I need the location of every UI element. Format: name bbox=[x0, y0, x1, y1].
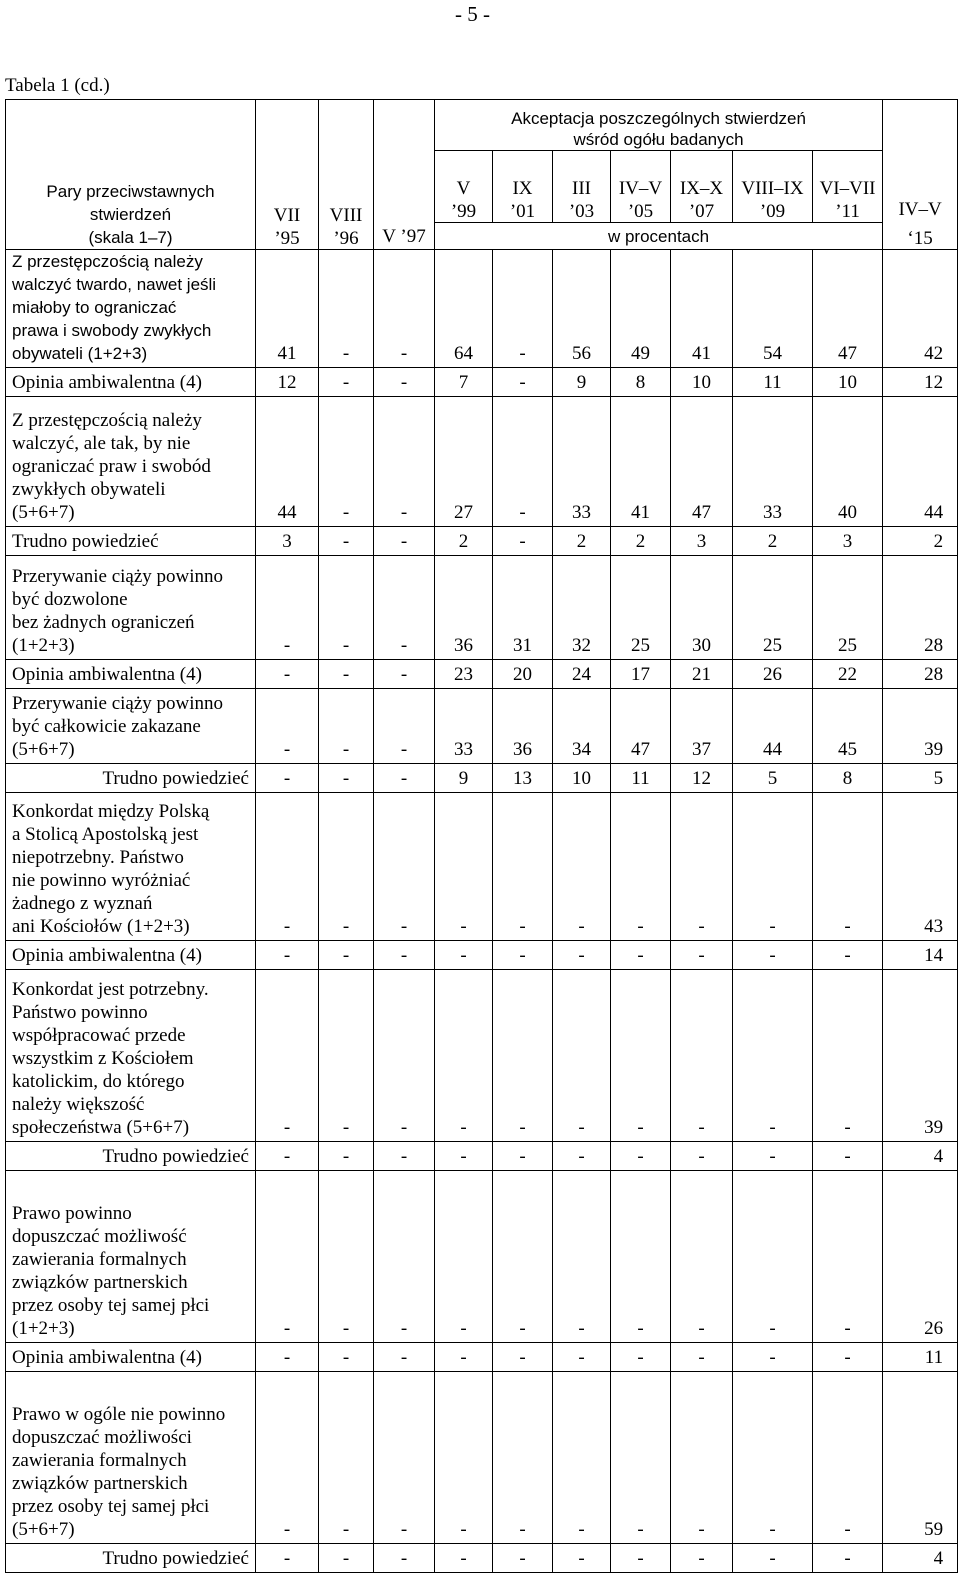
cell-value: - bbox=[374, 660, 435, 689]
cell-value: - bbox=[553, 1544, 611, 1573]
col-header: V ’97 bbox=[374, 100, 435, 250]
cell-value: 12 bbox=[256, 368, 319, 397]
table-row bbox=[6, 1372, 958, 1544]
cell-value: - bbox=[671, 1544, 733, 1573]
cell-value: - bbox=[374, 250, 435, 368]
table-row bbox=[6, 970, 958, 1142]
cell-value: - bbox=[671, 941, 733, 970]
cell-value: - bbox=[733, 1343, 813, 1372]
cell-value: - bbox=[374, 764, 435, 793]
col-header: VII ’95 bbox=[256, 100, 319, 250]
col-header: VIII ’96 bbox=[319, 100, 374, 250]
cell-value: - bbox=[319, 368, 374, 397]
row-label: Przerywanie ciąży powinno być dozwolone bez żadnych ograniczeń (1+2+3) bbox=[6, 556, 256, 660]
cell-value: 47 bbox=[813, 250, 883, 368]
cell-value: - bbox=[611, 1544, 671, 1573]
cell-value: 2 bbox=[435, 527, 493, 556]
cell-value: - bbox=[374, 1544, 435, 1573]
cell-value: 33 bbox=[435, 689, 493, 764]
cell-value: - bbox=[813, 793, 883, 941]
cell-value: - bbox=[813, 1372, 883, 1544]
table-row bbox=[6, 556, 958, 660]
cell-value: - bbox=[374, 1343, 435, 1372]
cell-value: 22 bbox=[813, 660, 883, 689]
row-label: Trudno powiedzieć bbox=[6, 764, 256, 793]
cell-value: - bbox=[319, 941, 374, 970]
cell-value: 17 bbox=[611, 660, 671, 689]
table-row bbox=[6, 1142, 958, 1171]
data-table bbox=[5, 99, 958, 1573]
cell-value: - bbox=[374, 368, 435, 397]
row-label: Prawo powinno dopuszczać możliwość zawierania formalnych związków partnerskich przez osoby tej samej płci (1+2+3) bbox=[6, 1171, 256, 1343]
cell-value: 31 bbox=[493, 556, 553, 660]
table-row bbox=[6, 527, 958, 556]
cell-value: - bbox=[435, 793, 493, 941]
cell-value: - bbox=[671, 793, 733, 941]
cell-value: 40 bbox=[813, 397, 883, 527]
cell-value: - bbox=[813, 1142, 883, 1171]
cell-value: 9 bbox=[435, 764, 493, 793]
row-label: Trudno powiedzieć bbox=[6, 1142, 256, 1171]
cell-value: 30 bbox=[671, 556, 733, 660]
cell-value: 2 bbox=[553, 527, 611, 556]
cell-value: - bbox=[813, 1171, 883, 1343]
cell-value: - bbox=[435, 1142, 493, 1171]
cell-value: - bbox=[493, 1343, 553, 1372]
cell-value: - bbox=[493, 1171, 553, 1343]
cell-value: - bbox=[493, 527, 553, 556]
cell-value: - bbox=[435, 1171, 493, 1343]
cell-value: - bbox=[813, 970, 883, 1142]
cell-value: 33 bbox=[733, 397, 813, 527]
cell-value: - bbox=[671, 1343, 733, 1372]
cell-value: - bbox=[553, 1372, 611, 1544]
cell-value: - bbox=[611, 970, 671, 1142]
cell-value: - bbox=[493, 397, 553, 527]
cell-value: - bbox=[813, 1343, 883, 1372]
cell-value: - bbox=[374, 793, 435, 941]
row-label: Z przestępczością należy walczyć, ale tak, by nie ograniczać praw i swobód zwykłych obywateli (5+6+7) bbox=[6, 397, 256, 527]
cell-value: - bbox=[256, 689, 319, 764]
unit-label: w procentach bbox=[435, 223, 883, 250]
cell-value: - bbox=[319, 397, 374, 527]
cell-value: - bbox=[553, 970, 611, 1142]
cell-value: - bbox=[435, 1343, 493, 1372]
col-header: V ’99 bbox=[435, 151, 493, 223]
cell-value: 2 bbox=[611, 527, 671, 556]
cell-value: 11 bbox=[733, 368, 813, 397]
cell-value: - bbox=[553, 941, 611, 970]
cell-value: - bbox=[256, 1142, 319, 1171]
cell-value: 8 bbox=[611, 368, 671, 397]
acceptance-header: Akceptacja poszczególnych stwierdzeń wśród ogółu badanych bbox=[435, 100, 883, 151]
cell-value: 45 bbox=[813, 689, 883, 764]
cell-value: - bbox=[493, 1372, 553, 1544]
cell-value: - bbox=[374, 1171, 435, 1343]
cell-value: 34 bbox=[553, 689, 611, 764]
cell-value: - bbox=[319, 527, 374, 556]
cell-value: - bbox=[671, 1171, 733, 1343]
cell-value: - bbox=[374, 689, 435, 764]
cell-value: 39 bbox=[883, 689, 958, 764]
cell-value: 24 bbox=[553, 660, 611, 689]
cell-value: 56 bbox=[553, 250, 611, 368]
cell-value: - bbox=[374, 397, 435, 527]
cell-value: - bbox=[319, 970, 374, 1142]
cell-value: - bbox=[374, 556, 435, 660]
cell-value: - bbox=[553, 1343, 611, 1372]
table-row bbox=[6, 250, 958, 368]
cell-value: 28 bbox=[883, 660, 958, 689]
cell-value: - bbox=[733, 1544, 813, 1573]
cell-value: 10 bbox=[813, 368, 883, 397]
col-header: III ’03 bbox=[553, 151, 611, 223]
cell-value: - bbox=[319, 1343, 374, 1372]
cell-value: - bbox=[671, 1372, 733, 1544]
row-label: Z przestępczością należy walczyć twardo, nawet jeśli miałoby to ograniczać prawa i swobody zwykłych obywateli (1+2+3) bbox=[6, 250, 256, 368]
cell-value: 54 bbox=[733, 250, 813, 368]
row-label: Konkordat jest potrzebny. Państwo powinno współpracować przede wszystkim z Kościołem katolickim, do którego należy większość społeczeństwa (5+6+7) bbox=[6, 970, 256, 1142]
col-header: IX–X ’07 bbox=[671, 151, 733, 223]
cell-value: - bbox=[256, 660, 319, 689]
cell-value: 5 bbox=[883, 764, 958, 793]
cell-value: 25 bbox=[813, 556, 883, 660]
cell-value: 32 bbox=[553, 556, 611, 660]
cell-value: 25 bbox=[611, 556, 671, 660]
cell-value: 42 bbox=[883, 250, 958, 368]
cell-value: 44 bbox=[883, 397, 958, 527]
cell-value: - bbox=[733, 941, 813, 970]
cell-value: - bbox=[733, 1171, 813, 1343]
cell-value: - bbox=[256, 941, 319, 970]
cell-value: 44 bbox=[256, 397, 319, 527]
cell-value: - bbox=[493, 250, 553, 368]
cell-value: 12 bbox=[671, 764, 733, 793]
cell-value: - bbox=[671, 970, 733, 1142]
cell-value: 36 bbox=[435, 556, 493, 660]
cell-value: - bbox=[611, 1171, 671, 1343]
cell-value: - bbox=[733, 1142, 813, 1171]
table-row bbox=[6, 1544, 958, 1573]
cell-value: - bbox=[733, 793, 813, 941]
table-row bbox=[6, 941, 958, 970]
table-row bbox=[6, 793, 958, 941]
pairs-header: Pary przeciwstawnych stwierdzeń (skala 1–7) bbox=[6, 100, 256, 250]
row-label: Opinia ambiwalentna (4) bbox=[6, 941, 256, 970]
row-label: Opinia ambiwalentna (4) bbox=[6, 660, 256, 689]
cell-value: - bbox=[435, 1544, 493, 1573]
cell-value: 4 bbox=[883, 1544, 958, 1573]
row-label: Prawo w ogóle nie powinno dopuszczać możliwości zawierania formalnych związków partnerskich przez osoby tej samej płci (5+6+7) bbox=[6, 1372, 256, 1544]
cell-value: - bbox=[374, 941, 435, 970]
cell-value: - bbox=[319, 250, 374, 368]
cell-value: - bbox=[493, 793, 553, 941]
cell-value: - bbox=[374, 527, 435, 556]
cell-value: 47 bbox=[611, 689, 671, 764]
cell-value: 10 bbox=[553, 764, 611, 793]
cell-value: - bbox=[733, 1372, 813, 1544]
cell-value: 14 bbox=[883, 941, 958, 970]
col-header: IV–V ’05 bbox=[611, 151, 671, 223]
col-header: VI–VII ’11 bbox=[813, 151, 883, 223]
cell-value: - bbox=[319, 689, 374, 764]
table-row bbox=[6, 1171, 958, 1343]
row-label: Opinia ambiwalentna (4) bbox=[6, 368, 256, 397]
cell-value: - bbox=[553, 1142, 611, 1171]
cell-value: - bbox=[319, 1171, 374, 1343]
row-label: Konkordat między Polską a Stolicą Apostolską jest niepotrzebny. Państwo nie powinno wyróżniać żadnego z wyznań ani Kościołów (1+2+3) bbox=[6, 793, 256, 941]
cell-value: 2 bbox=[733, 527, 813, 556]
cell-value: - bbox=[611, 1343, 671, 1372]
cell-value: 41 bbox=[611, 397, 671, 527]
cell-value: 3 bbox=[671, 527, 733, 556]
cell-value: 39 bbox=[883, 970, 958, 1142]
cell-value: 3 bbox=[813, 527, 883, 556]
row-label: Trudno powiedzieć bbox=[6, 1544, 256, 1573]
table-row bbox=[6, 397, 958, 527]
cell-value: 25 bbox=[733, 556, 813, 660]
cell-value: - bbox=[374, 970, 435, 1142]
cell-value: 10 bbox=[671, 368, 733, 397]
cell-value: - bbox=[319, 764, 374, 793]
cell-value: - bbox=[256, 1544, 319, 1573]
cell-value: - bbox=[493, 970, 553, 1142]
cell-value: - bbox=[493, 941, 553, 970]
cell-value: - bbox=[256, 1171, 319, 1343]
row-label: Opinia ambiwalentna (4) bbox=[6, 1343, 256, 1372]
cell-value: - bbox=[435, 970, 493, 1142]
cell-value: - bbox=[374, 1372, 435, 1544]
cell-value: - bbox=[435, 1372, 493, 1544]
cell-value: 13 bbox=[493, 764, 553, 793]
cell-value: 49 bbox=[611, 250, 671, 368]
cell-value: - bbox=[256, 1372, 319, 1544]
table-row bbox=[6, 689, 958, 764]
col-header: VIII–IX ’09 bbox=[733, 151, 813, 223]
cell-value: - bbox=[733, 970, 813, 1142]
cell-value: - bbox=[374, 1142, 435, 1171]
cell-value: - bbox=[319, 1142, 374, 1171]
cell-value: 41 bbox=[256, 250, 319, 368]
table-row bbox=[6, 368, 958, 397]
cell-value: 3 bbox=[256, 527, 319, 556]
cell-value: - bbox=[493, 1544, 553, 1573]
cell-value: - bbox=[813, 941, 883, 970]
cell-value: 26 bbox=[733, 660, 813, 689]
cell-value: - bbox=[493, 368, 553, 397]
cell-value: 47 bbox=[671, 397, 733, 527]
cell-value: 11 bbox=[883, 1343, 958, 1372]
cell-value: 37 bbox=[671, 689, 733, 764]
cell-value: 59 bbox=[883, 1372, 958, 1544]
cell-value: - bbox=[435, 941, 493, 970]
row-label: Trudno powiedzieć bbox=[6, 527, 256, 556]
cell-value: - bbox=[553, 1171, 611, 1343]
page-number: - 5 - bbox=[455, 2, 490, 26]
cell-value: 20 bbox=[493, 660, 553, 689]
cell-value: 11 bbox=[611, 764, 671, 793]
cell-value: 33 bbox=[553, 397, 611, 527]
cell-value: 12 bbox=[883, 368, 958, 397]
cell-value: - bbox=[319, 556, 374, 660]
cell-value: - bbox=[319, 660, 374, 689]
row-label: Przerywanie ciąży powinno być całkowicie zakazane (5+6+7) bbox=[6, 689, 256, 764]
cell-value: 9 bbox=[553, 368, 611, 397]
cell-value: 23 bbox=[435, 660, 493, 689]
table-row bbox=[6, 764, 958, 793]
cell-value: 5 bbox=[733, 764, 813, 793]
cell-value: - bbox=[611, 941, 671, 970]
cell-value: - bbox=[319, 1544, 374, 1573]
cell-value: - bbox=[813, 1544, 883, 1573]
cell-value: 2 bbox=[883, 527, 958, 556]
cell-value: - bbox=[553, 793, 611, 941]
cell-value: 44 bbox=[733, 689, 813, 764]
cell-value: - bbox=[256, 793, 319, 941]
cell-value: - bbox=[319, 1372, 374, 1544]
cell-value: 41 bbox=[671, 250, 733, 368]
cell-value: 7 bbox=[435, 368, 493, 397]
cell-value: - bbox=[493, 1142, 553, 1171]
cell-value: - bbox=[611, 1142, 671, 1171]
cell-value: - bbox=[611, 793, 671, 941]
cell-value: - bbox=[256, 764, 319, 793]
cell-value: 64 bbox=[435, 250, 493, 368]
cell-value: 8 bbox=[813, 764, 883, 793]
table-row bbox=[6, 660, 958, 689]
cell-value: 43 bbox=[883, 793, 958, 941]
col-header: IV–V ‘15 bbox=[883, 100, 958, 250]
cell-value: 21 bbox=[671, 660, 733, 689]
cell-value: - bbox=[256, 970, 319, 1142]
cell-value: - bbox=[611, 1372, 671, 1544]
cell-value: 26 bbox=[883, 1171, 958, 1343]
table-caption: Tabela 1 (cd.) bbox=[5, 75, 110, 96]
cell-value: - bbox=[671, 1142, 733, 1171]
cell-value: 4 bbox=[883, 1142, 958, 1171]
table-row bbox=[6, 1343, 958, 1372]
cell-value: 28 bbox=[883, 556, 958, 660]
cell-value: - bbox=[256, 556, 319, 660]
cell-value: 36 bbox=[493, 689, 553, 764]
cell-value: 27 bbox=[435, 397, 493, 527]
cell-value: - bbox=[256, 1343, 319, 1372]
cell-value: - bbox=[319, 793, 374, 941]
col-header: IX ’01 bbox=[493, 151, 553, 223]
